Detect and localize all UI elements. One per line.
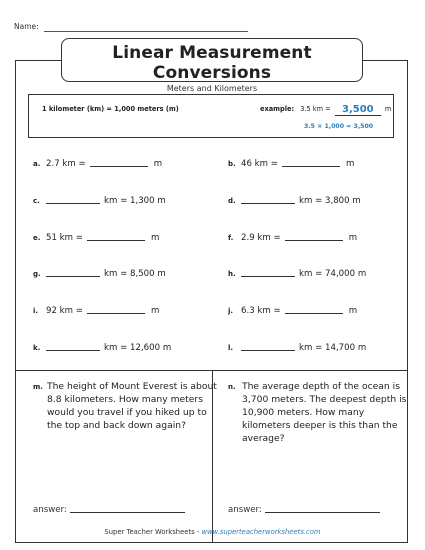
answer-row-n: [228, 504, 380, 515]
problem-letter: k.: [33, 344, 41, 352]
problem-given: 51 km =: [46, 233, 83, 243]
answer-blank[interactable]: [285, 305, 343, 314]
answer-blank[interactable]: [282, 158, 340, 167]
problem-h: [228, 268, 366, 279]
word-problem-letter: m.: [33, 383, 43, 391]
footer-brand: Super Teacher Worksheets -: [104, 528, 202, 536]
problem-g: [33, 268, 166, 279]
problem-unit: km = 12,600 m: [104, 343, 172, 353]
problem-given: 2.9 km =: [241, 233, 281, 243]
problem-letter: i.: [33, 307, 39, 315]
problem-given: 46 km =: [241, 159, 278, 169]
problem-unit: m: [348, 233, 358, 243]
answer-blank[interactable]: [87, 305, 145, 314]
name-field[interactable]: [44, 31, 248, 32]
problem-k: [33, 342, 171, 353]
problem-b: [228, 158, 354, 169]
footer-link[interactable]: www.superteacherworksheets.com: [201, 528, 321, 536]
answer-label: answer:: [228, 505, 262, 515]
title-box: [61, 38, 363, 93]
problem-e: [33, 232, 159, 243]
footer: [0, 528, 425, 536]
problem-l: [228, 342, 366, 353]
problem-given: 92 km =: [46, 306, 83, 316]
answer-blank[interactable]: [285, 232, 343, 241]
problem-letter: l.: [228, 344, 234, 352]
example-calculation: 3.5 × 1,000 = 3,500: [304, 123, 374, 130]
conversion-definition: 1 kilometer (km) = 1,000 meters (m): [42, 105, 179, 113]
problem-f: [228, 232, 357, 243]
page-title: Linear Measurement Conversions: [112, 43, 312, 83]
page-subtitle: Meters and Kilometers: [166, 84, 258, 93]
example-label: example:: [260, 105, 295, 113]
problem-c: [33, 195, 166, 206]
answer-blank[interactable]: [241, 342, 295, 351]
problem-given: 2.7 km =: [46, 159, 86, 169]
example-answer: 3,500: [335, 105, 381, 116]
example-unit: m: [384, 105, 392, 113]
answer-blank[interactable]: [90, 158, 148, 167]
problem-i: [33, 305, 159, 316]
answer-blank[interactable]: [46, 268, 100, 277]
answer-field[interactable]: [265, 504, 380, 513]
word-problem-m: [33, 380, 217, 432]
answer-blank[interactable]: [241, 195, 295, 204]
problem-letter: e.: [33, 234, 41, 242]
problem-unit: m: [150, 233, 160, 243]
answer-field[interactable]: [70, 504, 185, 513]
word-problem-n: [228, 380, 412, 445]
problem-letter: h.: [228, 270, 236, 278]
example: [260, 105, 391, 116]
reference-box: [28, 94, 394, 138]
problem-unit: km = 3,800 m: [299, 196, 361, 206]
problem-unit: km = 14,700 m: [299, 343, 367, 353]
answer-blank[interactable]: [87, 232, 145, 241]
problem-unit: km = 8,500 m: [104, 269, 166, 279]
problem-letter: j.: [228, 307, 234, 315]
problem-j: [228, 305, 357, 316]
answer-row-m: [33, 504, 185, 515]
answer-blank[interactable]: [241, 268, 295, 277]
problem-letter: b.: [228, 160, 236, 168]
problem-letter: a.: [33, 160, 41, 168]
problem-letter: f.: [228, 234, 234, 242]
problem-unit: m: [150, 306, 160, 316]
example-left: 3.5 km =: [300, 105, 331, 113]
word-problem-text: The height of Mount Everest is about 8.8 kilometers. How many meters would you travel if you hiked up to the top and back down again?: [47, 381, 217, 431]
problem-letter: g.: [33, 270, 41, 278]
problem-unit: m: [348, 306, 358, 316]
problem-unit: km = 74,000 m: [299, 269, 367, 279]
word-problem-text: The average depth of the ocean is 3,700 meters. The deepest depth is 10,900 meters. How many kilometers deeper is this than the average?: [242, 381, 407, 444]
problem-unit: m: [345, 159, 355, 169]
answer-blank[interactable]: [46, 195, 100, 204]
problem-a: [33, 158, 162, 169]
problem-unit: km = 1,300 m: [104, 196, 166, 206]
name-label: Name:: [14, 22, 39, 31]
problem-letter: d.: [228, 197, 236, 205]
word-problem-letter: n.: [228, 383, 236, 391]
problem-letter: c.: [33, 197, 40, 205]
answer-blank[interactable]: [46, 342, 100, 351]
problem-d: [228, 195, 361, 206]
problem-unit: m: [153, 159, 163, 169]
answer-label: answer:: [33, 505, 67, 515]
problem-given: 6.3 km =: [241, 306, 281, 316]
